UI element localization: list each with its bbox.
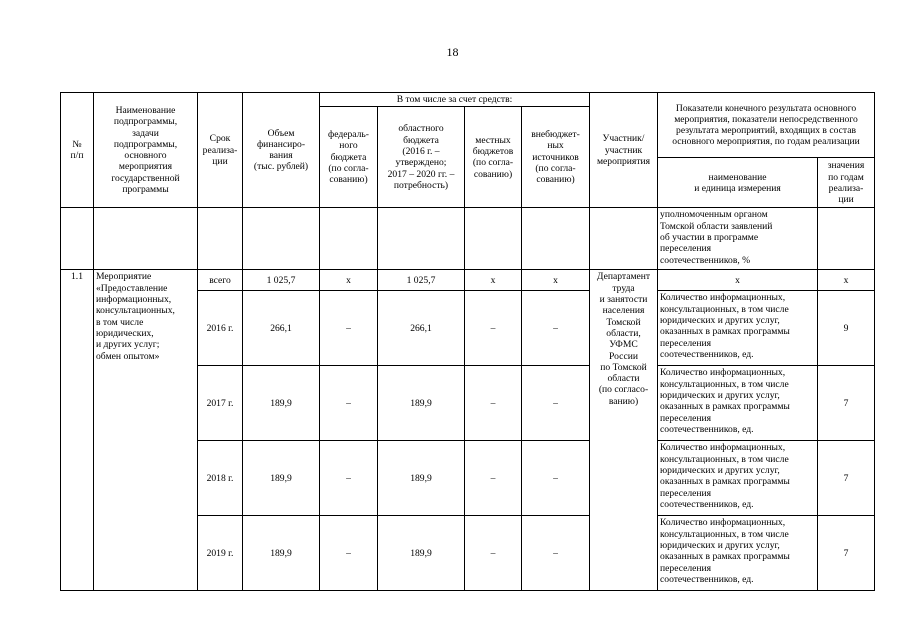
header-term: Срок реализа- ции — [198, 93, 243, 208]
year-offbudget: – — [522, 516, 590, 591]
year-local: – — [465, 366, 522, 441]
year-local: – — [465, 441, 522, 516]
header-volume: Объем финансиро- вания (тыс. рублей) — [243, 93, 320, 208]
program-table — [60, 92, 875, 591]
total-offbudget: х — [522, 270, 590, 291]
year-federal: – — [320, 291, 378, 366]
empty-cell — [818, 208, 875, 270]
row-name: Мероприятие «Предоставление информационных, консультационных, в том числе юридических, и других услуг; обмен опытом» — [94, 270, 198, 591]
empty-cell — [590, 208, 658, 270]
empty-cell — [94, 208, 198, 270]
total-federal: х — [320, 270, 378, 291]
empty-cell — [198, 208, 243, 270]
header-local: местных бюджетов (по согла- сованию) — [465, 107, 522, 208]
header-name: Наименование подпрограммы, задачи подпрограммы, основного мероприятия государственной программы — [94, 93, 198, 208]
year-indicator: Количество информационных, консультационных, в том числе юридических и других услуг, оказанных в рамках программы переселения соотечественников, ед. — [658, 441, 818, 516]
header-federal: федераль- ного бюджета (по согла- сованию) — [320, 107, 378, 208]
year-federal: – — [320, 366, 378, 441]
year-value: 9 — [818, 291, 875, 366]
year-term: 2016 г. — [198, 291, 243, 366]
year-local: – — [465, 516, 522, 591]
empty-cell — [522, 208, 590, 270]
year-offbudget: – — [522, 366, 590, 441]
empty-cell — [378, 208, 465, 270]
total-regional: 1 025,7 — [378, 270, 465, 291]
empty-cell — [61, 208, 94, 270]
year-offbudget: – — [522, 441, 590, 516]
header-regional: областного бюджета (2016 г. – утверждено; 2017 – 2020 гг. – потребность) — [378, 107, 465, 208]
year-volume: 189,9 — [243, 366, 320, 441]
year-regional: 189,9 — [378, 441, 465, 516]
year-term: 2019 г. — [198, 516, 243, 591]
header-indicator-name: наименование и единица измерения — [658, 158, 818, 208]
header-indicator-values: значения по годам реализа- ции — [818, 158, 875, 208]
row-number: 1.1 — [61, 270, 94, 591]
continuation-indicator: уполномоченным органом Томской области заявлений об участии в программе переселения соотечественников, % — [658, 208, 818, 270]
year-volume: 189,9 — [243, 516, 320, 591]
year-indicator: Количество информационных, консультационных, в том числе юридических и других услуг, оказанных в рамках программы переселения соотечественников, ед. — [658, 366, 818, 441]
header-participant: Участник/ участник мероприятия — [590, 93, 658, 208]
year-term: 2018 г. — [198, 441, 243, 516]
header-offbudget: внебюджет- ных источников (по согла- сованию) — [522, 107, 590, 208]
header-indicators: Показатели конечного результата основного мероприятия, показатели непосредственного результата мероприятий, входящих в состав основного мероприятия, по годам реализации — [658, 93, 875, 158]
year-value: 7 — [818, 516, 875, 591]
year-regional: 266,1 — [378, 291, 465, 366]
total-volume: 1 025,7 — [243, 270, 320, 291]
total-term: всего — [198, 270, 243, 291]
total-indicator: х — [658, 270, 818, 291]
empty-cell — [465, 208, 522, 270]
year-value: 7 — [818, 441, 875, 516]
total-local: х — [465, 270, 522, 291]
year-regional: 189,9 — [378, 516, 465, 591]
year-value: 7 — [818, 366, 875, 441]
year-federal: – — [320, 441, 378, 516]
year-volume: 266,1 — [243, 291, 320, 366]
year-local: – — [465, 291, 522, 366]
year-term: 2017 г. — [198, 366, 243, 441]
total-value: х — [818, 270, 875, 291]
year-federal: – — [320, 516, 378, 591]
year-regional: 189,9 — [378, 366, 465, 441]
year-volume: 189,9 — [243, 441, 320, 516]
year-indicator: Количество информационных, консультационных, в том числе юридических и других услуг, оказанных в рамках программы переселения соотечественников, ед. — [658, 516, 818, 591]
page-number: 18 — [446, 45, 459, 59]
year-offbudget: – — [522, 291, 590, 366]
empty-cell — [243, 208, 320, 270]
header-including: В том числе за счет средств: — [320, 93, 590, 107]
participant: Департамент труда и занятости населения Томской области, УФМС России по Томской области (по согласо- ванию) — [590, 270, 658, 591]
empty-cell — [320, 208, 378, 270]
year-indicator: Количество информационных, консультационных, в том числе юридических и других услуг, оказанных в рамках программы переселения соотечественников, ед. — [658, 291, 818, 366]
header-num: № п/п — [61, 93, 94, 208]
